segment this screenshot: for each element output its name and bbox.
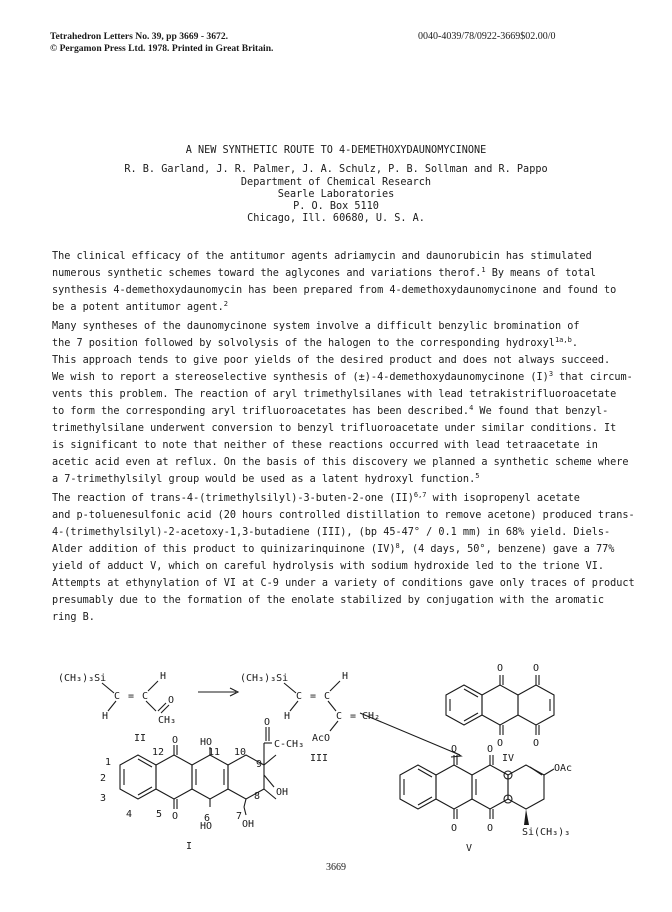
diagonal-arrow [360, 713, 461, 757]
text-line: the 7 position followed by solvolysis of the halogen to the corresponding hydroxyl$^{1a,b}$. [52, 336, 578, 349]
svg-text:O: O [497, 738, 504, 749]
svg-text:10: 10 [234, 747, 247, 758]
text-line: yield of adduct V, which on careful hydrolysis with sodium hydroxide led to the trione VI. [52, 561, 605, 572]
page-number: 3669 [326, 862, 346, 873]
compound-iii [240, 671, 380, 764]
svg-text:C: C [296, 691, 303, 702]
svg-text:12: 12 [152, 747, 165, 758]
svg-text:4: 4 [126, 809, 133, 820]
svg-text:O: O [497, 663, 504, 674]
svg-text:7: 7 [236, 811, 243, 822]
text-line: 4-(trimethylsilyl)-2-acetoxy-1,3-butadiene (III), (bp 45-47° / 0.1 mm) in 68% yield. Diels- [52, 527, 611, 538]
svg-text:H: H [342, 671, 349, 682]
svg-text:OAc: OAc [554, 763, 573, 774]
footnote-ref: 4 [469, 404, 474, 412]
svg-text:(CH₃)₃Si: (CH₃)₃Si [240, 673, 289, 684]
svg-text:O: O [533, 738, 540, 749]
text-line: The reaction of trans-4-(trimethylsilyl)-3-buten-2-one (II)$^{6,7}$ with isopropenyl acetate [52, 491, 580, 504]
compound-i [100, 717, 304, 852]
article-title: A NEW SYNTHETIC ROUTE TO 4-DEMETHOXYDAUNOMYCINONE [185, 145, 487, 156]
svg-text:=: = [310, 691, 317, 702]
svg-text:O: O [487, 823, 494, 834]
svg-text:6: 6 [204, 813, 211, 824]
text-line: This approach tends to give poor yields of the desired product and does not always succeed. [52, 355, 611, 366]
text-line: presumably due to the formation of the enolate stabilized by conjugation with the aromatic [52, 595, 605, 606]
svg-text:H: H [284, 711, 291, 722]
svg-text:II: II [134, 733, 147, 744]
footnote-ref: 8 [395, 542, 400, 550]
svg-text:C-CH₃: C-CH₃ [274, 739, 305, 750]
svg-text:2: 2 [100, 773, 107, 784]
svg-text:=: = [128, 691, 135, 702]
svg-text:I: I [186, 841, 193, 852]
svg-text:(CH₃)₃Si: (CH₃)₃Si [58, 673, 107, 684]
publisher-line: © Pergamon Press Ltd. 1978. Printed in Great Britain. [50, 43, 274, 54]
svg-text:HO: HO [200, 821, 213, 832]
author-list [0, 164, 672, 176]
svg-text:C: C [114, 691, 121, 702]
text-line: trimethylsilane underwent conversion to benzyl trifluoroacetate under similar conditions. It [52, 423, 617, 434]
text-line: vents this problem. The reaction of aryl trimethylsilanes with lead tetrakistrifluoroacetate [52, 389, 617, 400]
svg-text:1: 1 [105, 757, 112, 768]
svg-text:3: 3 [100, 793, 107, 804]
text-line: We wish to report a stereoselective synthesis of (±)-4-demethoxydaunomycinone $(I)^3$ that circum- [52, 370, 633, 383]
article-code: 0040-4039/78/0922-3669$02.00/0 [418, 31, 556, 42]
svg-text:OH: OH [242, 819, 255, 830]
svg-text:O: O [172, 811, 179, 822]
svg-text:= CH₂: = CH₂ [350, 711, 381, 722]
text-line: Alder addition of this product to quinizarinquinone (IV)$^8$, (4 days, 50°, benzene) gave a 77% [52, 542, 615, 555]
compound-iv [446, 663, 554, 764]
footnote-ref: 2 [223, 300, 228, 308]
text-line: Attempts at ethynylation of VI at C-9 under a variety of conditions gave only traces of product [52, 578, 635, 589]
svg-text:C: C [142, 691, 149, 702]
footnote-ref: 6,7 [413, 491, 427, 499]
svg-text:H: H [160, 671, 167, 682]
svg-text:H: H [102, 711, 109, 722]
journal-line: Tetrahedron Letters No. 39, pp 3669 - 3672. [50, 31, 229, 42]
footnote-ref: 1a,b [554, 336, 572, 344]
footnote-ref: 1 [481, 266, 486, 274]
reaction-arrow [198, 688, 238, 696]
svg-text:O: O [172, 735, 179, 746]
text-line: Many syntheses of the daunomycinone system involve a difficult benzylic bromination of [52, 321, 580, 332]
svg-text:OH: OH [276, 787, 289, 798]
text-line: a 7-trimethylsilyl group would be used as a latent hydroxyl function.$^5$ [52, 472, 480, 485]
svg-text:O: O [264, 717, 271, 728]
svg-text:O: O [451, 823, 458, 834]
affiliation-line: Department of Chemical Research [240, 177, 432, 188]
svg-text:III: III [310, 753, 329, 764]
text-line: ring B. [52, 612, 95, 623]
svg-text:8: 8 [254, 791, 261, 802]
text-line: numerous synthetic schemes toward the aglycones and variations therof.$^1$ By means of total [52, 266, 596, 279]
text-line: be a potent antitumor agent.$^2$ [52, 300, 228, 313]
svg-text:Si(CH₃)₃: Si(CH₃)₃ [522, 827, 571, 838]
text-line: synthesis 4-demethoxydaunomycin has been prepared from 4-demethoxydaunomycinone and found to [52, 285, 617, 296]
footnote-ref: 3 [548, 370, 554, 378]
svg-text:O: O [487, 744, 494, 755]
affiliation-line: P. O. Box 5110 [293, 201, 379, 212]
compound-ii [58, 671, 179, 746]
text-line: to form the corresponding aryl trifluoroacetates has been described.$^4$ We found that benzyl- [52, 404, 609, 417]
text-line: and p-toluenesulfonic acid (20 hours controlled distillation to remove acetone) produced trans- [52, 510, 635, 521]
svg-text:IV: IV [502, 753, 515, 764]
svg-text:O: O [168, 695, 175, 706]
svg-text:O: O [533, 663, 540, 674]
svg-text:AcO: AcO [312, 733, 331, 744]
text-line: is significant to note that neither of these reactions occurred with lead tetraacetate in [52, 440, 598, 451]
reaction-scheme [40, 655, 640, 855]
svg-text:C: C [336, 711, 343, 722]
compound-v [400, 744, 572, 854]
footnote-ref: 5 [475, 472, 480, 480]
svg-text:O: O [451, 744, 458, 755]
affiliation-line: Searle Laboratories [277, 189, 395, 200]
authors: R. B. Garland, J. R. Palmer, J. A. Schulz, P. B. Sollman and R. Pappo [124, 164, 548, 175]
journal-header [50, 31, 273, 55]
text-line: acetic acid even at reflux. On the basis of this discovery we planned a synthetic scheme where [52, 457, 629, 468]
svg-text:9: 9 [256, 759, 263, 770]
svg-text:11: 11 [208, 747, 221, 758]
svg-text:5: 5 [156, 809, 163, 820]
svg-text:HO: HO [200, 737, 213, 748]
svg-text:C: C [324, 691, 331, 702]
affiliation-line: Chicago, Ill. 60680, U. S. A. [247, 213, 425, 224]
svg-text:V: V [466, 843, 473, 854]
svg-text:CH₃: CH₃ [158, 715, 177, 726]
text-line: The clinical efficacy of the antitumor agents adriamycin and daunorubicin has stimulated [52, 251, 592, 262]
